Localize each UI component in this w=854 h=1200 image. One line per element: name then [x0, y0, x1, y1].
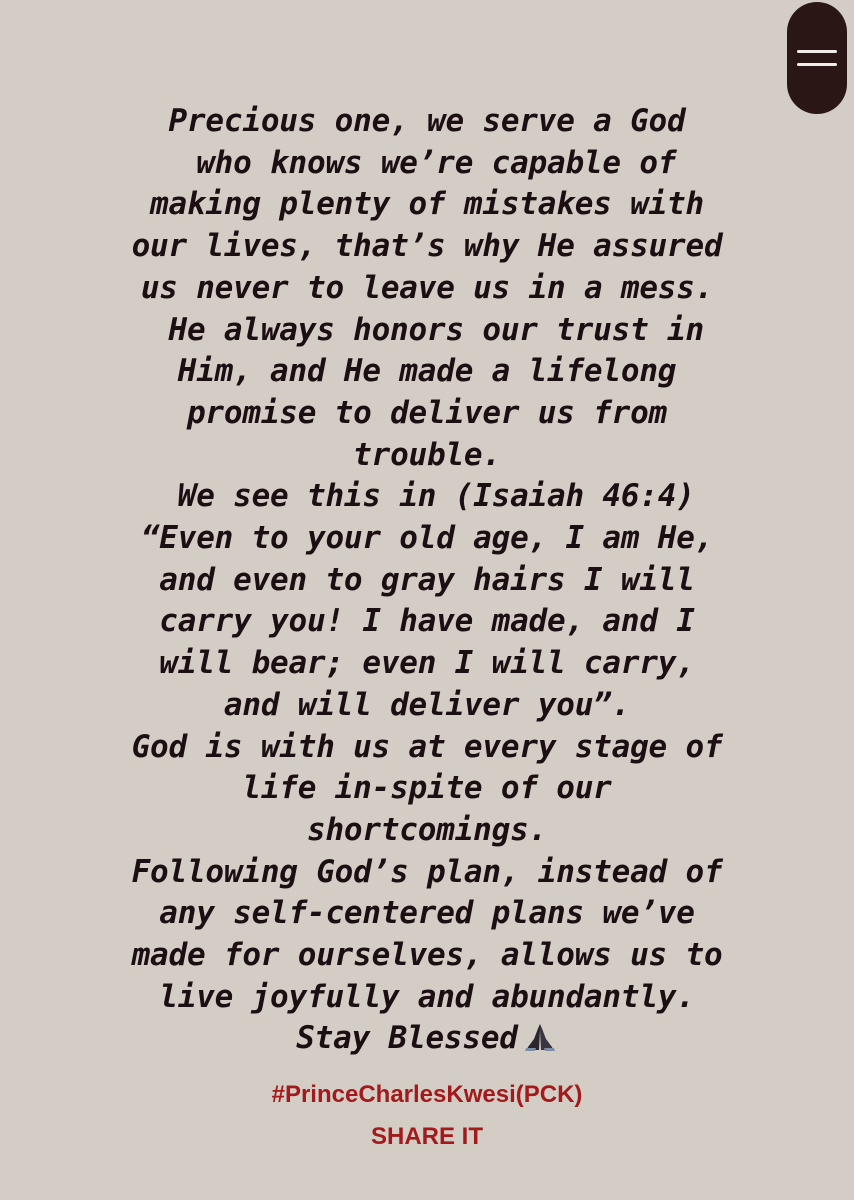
menu-icon: [797, 50, 837, 66]
message-line: carry you! I have made, and I: [159, 603, 695, 640]
message-line: us never to leave us in a mess.: [140, 269, 714, 306]
message-line: “Even to your old age, I am He,: [140, 520, 714, 557]
message-line: He always honors our trust in: [150, 311, 704, 348]
message-line: any self-centered plans we’ve: [159, 895, 695, 932]
message-line: who knows we’re capable of: [177, 144, 677, 181]
message-line: God is with us at every stage of: [131, 728, 723, 765]
message-line: and even to gray hairs I will: [159, 561, 695, 598]
message-line: live joyfully and abundantly.: [159, 978, 695, 1015]
message-line: Following God’s plan, instead of: [131, 853, 723, 890]
message-line: promise to deliver us from: [186, 394, 668, 431]
author-hashtag: #PrinceCharlesKwesi(PCK): [271, 1081, 583, 1108]
message-line: Him, and He made a lifelong: [177, 353, 677, 390]
message-line: and will deliver you”.: [223, 686, 631, 723]
message-line: our lives, that’s why He assured: [131, 228, 723, 265]
message-line: life in-spite of our: [242, 770, 612, 807]
closing-text: Stay Blessed: [296, 1020, 518, 1057]
message-line: Precious one, we serve a God: [168, 103, 686, 139]
menu-button[interactable]: [787, 2, 847, 114]
message-line: made for ourselves, allows us to: [131, 937, 723, 974]
praying-hands-icon: [522, 1022, 558, 1064]
share-label: SHARE IT: [370, 1123, 483, 1150]
message-line: will bear; even I will carry,: [159, 645, 695, 682]
message-line: shortcomings.: [306, 811, 548, 848]
closing-line: [90, 1018, 764, 1064]
message-line: We see this in (Isaiah 46:4): [159, 478, 695, 515]
message-text: [90, 101, 764, 1064]
message-line: making plenty of mistakes with: [150, 186, 704, 223]
message-line: trouble.: [353, 436, 501, 473]
